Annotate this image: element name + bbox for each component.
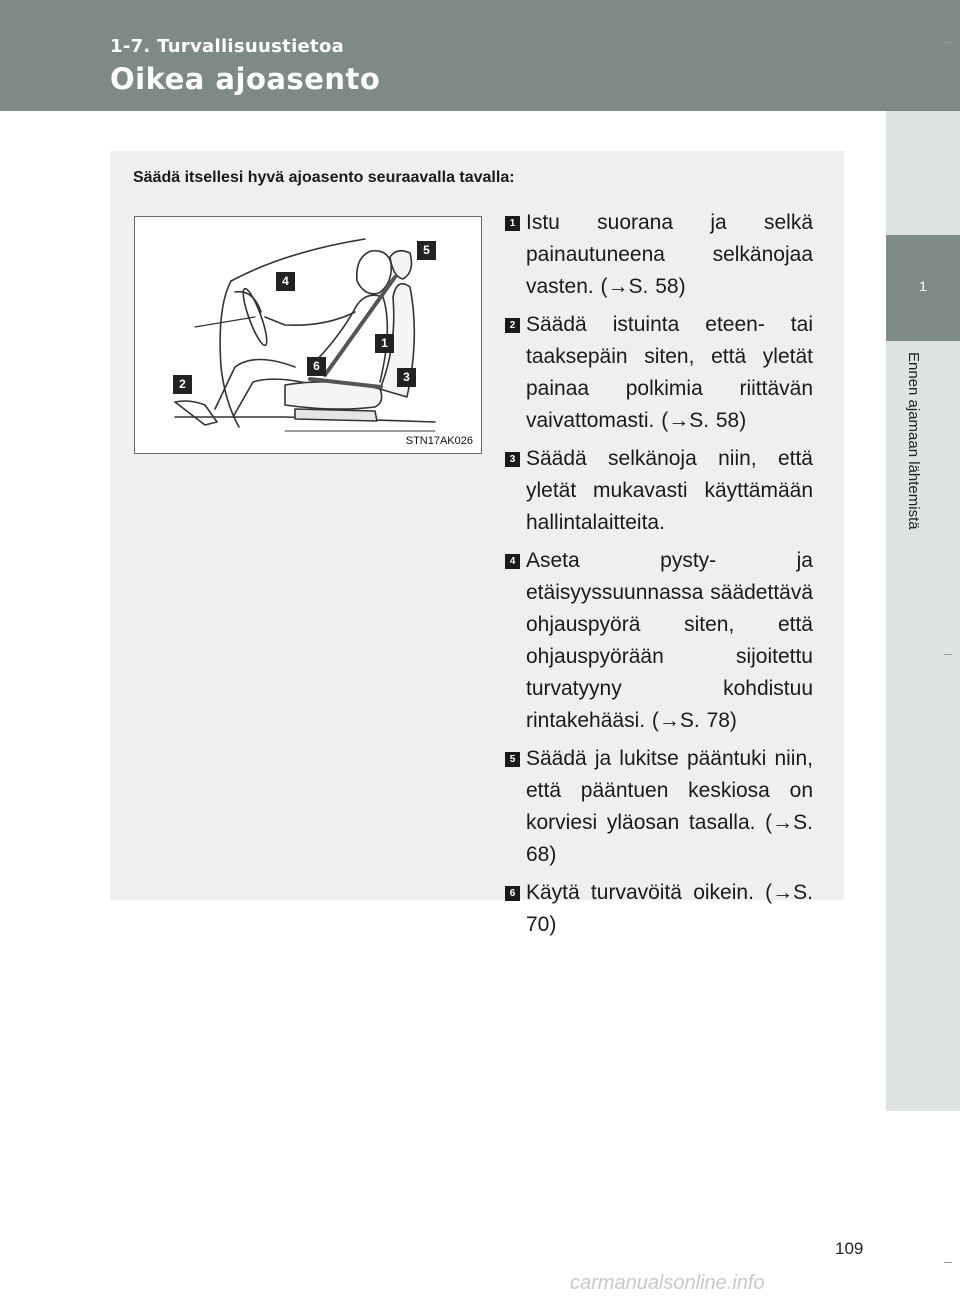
crop-mark <box>944 654 952 655</box>
crop-mark <box>944 1262 952 1263</box>
side-tab-number: 1 <box>919 278 927 294</box>
callout-2: 2 <box>173 375 192 394</box>
step-item <box>505 743 813 871</box>
step-item <box>505 877 813 941</box>
intro-text: Säädä itsellesi hyvä ajoasento seuraavalla tavalla: <box>133 169 515 186</box>
callout-6: 6 <box>307 357 326 376</box>
step-number-badge: 4 <box>505 554 520 569</box>
callout-5: 5 <box>417 241 436 260</box>
figure-code: STN17AK026 <box>405 435 473 447</box>
driving-position-illustration <box>134 216 482 454</box>
step-text: Aseta pysty- ja etäisyyssuunnassa säädettävä ohjauspyörä siten, että ohjauspyörään sijoitettu turvatyyny kohdistuu rintakehääsi. (→S. 78) <box>526 549 814 732</box>
step-item <box>505 309 813 437</box>
page-number: 109 <box>835 1239 864 1258</box>
step-text: Säädä istuinta eteen- tai taaksepäin siten, että yletät painaa polkimia riittävän vaivattomasti. (→S. 58) <box>526 313 813 432</box>
callout-4: 4 <box>276 272 295 291</box>
step-item <box>505 545 813 737</box>
section-label: 1-7. Turvallisuustietoa <box>110 36 345 57</box>
step-item <box>505 443 813 539</box>
step-number-badge: 3 <box>505 452 520 467</box>
step-text: Käytä turvavöitä oikein. (→S. 70) <box>526 881 813 936</box>
step-item <box>505 207 813 303</box>
page-title: Oikea ajoasento <box>110 62 381 96</box>
steps-list <box>505 207 813 947</box>
callout-3: 3 <box>397 368 416 387</box>
step-text: Säädä ja lukitse pääntuki niin, että pääntuen keskiosa on korviesi yläosan tasalla. (→S. 68) <box>526 747 813 866</box>
footer-watermark-url: carmanualsonline.info <box>570 1272 765 1294</box>
step-text: Säädä selkänoja niin, että yletät mukavasti käyttämään hallintalaitteita. <box>526 447 813 534</box>
step-number-badge: 2 <box>505 318 520 333</box>
step-text: Istu suorana ja selkä painautuneena selkänojaa vasten. (→S. 58) <box>526 211 813 298</box>
step-number-badge: 1 <box>505 216 520 231</box>
side-chapter-title: Ennen ajamaan lähtemistä <box>905 352 922 530</box>
step-number-badge: 5 <box>505 752 520 767</box>
callout-1: 1 <box>375 334 394 353</box>
crop-mark <box>944 42 952 43</box>
step-number-badge: 6 <box>505 886 520 901</box>
